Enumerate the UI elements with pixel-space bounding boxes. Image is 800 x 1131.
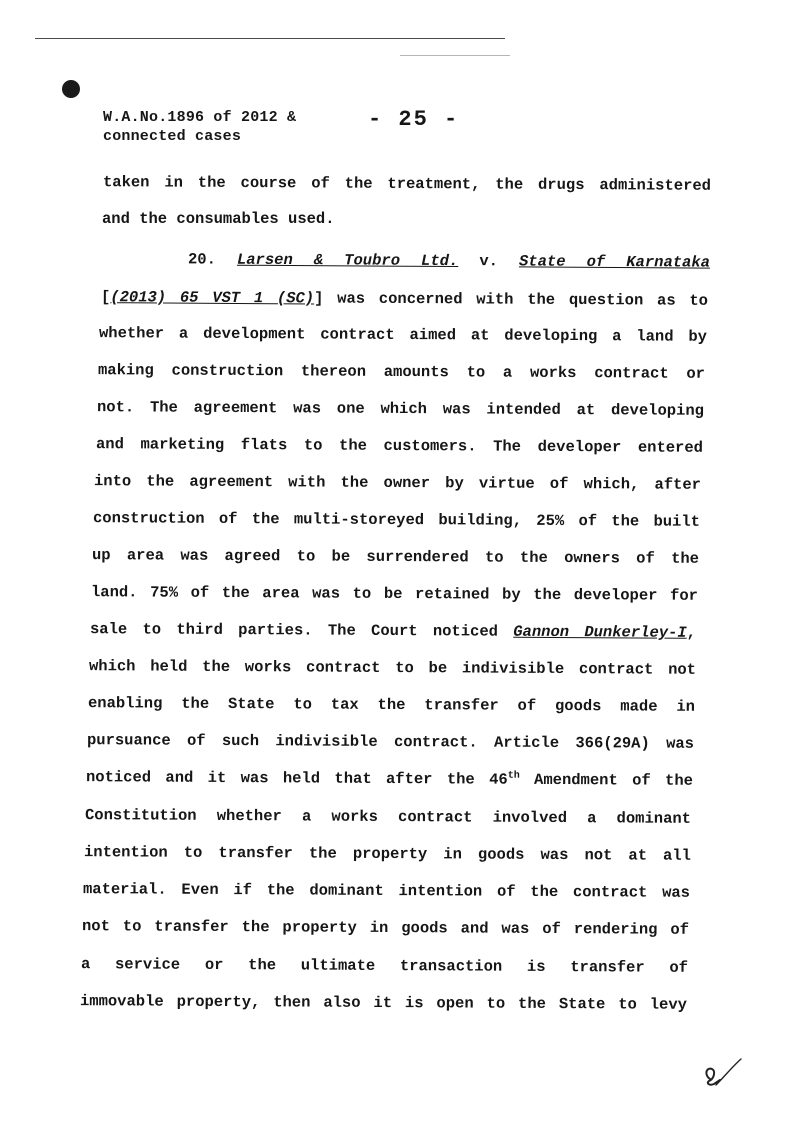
text-line: immovable property, then also it is open to the State to levy: [79, 992, 688, 1014]
case-citation: Gannon Dunkerley-I: [513, 622, 687, 642]
text-line: land. 75% of the area was to be retained by the developer for: [90, 583, 699, 605]
text-line: a service or the ultimate transaction is transfer of: [80, 955, 689, 977]
text-line: intention to transfer the property in goods was not at all: [83, 843, 692, 865]
text-line: Constitution whether a works contract involved a dominant: [84, 806, 692, 828]
text-line: up area was agreed to be surrendered to the owners of the: [91, 546, 700, 568]
text-line: [101, 288, 708, 310]
text-line: not to transfer the property in goods and was of rendering of: [81, 917, 690, 939]
text-fragment: Amendment of the: [519, 770, 694, 790]
case-citation: State of Karnataka: [518, 252, 711, 272]
text-line: taken in the course of the treatment, the drugs administered: [102, 173, 712, 195]
text-line: and the consumables used.: [102, 210, 335, 228]
text-fragment: [: [100, 288, 111, 307]
initials-signature-mark: [700, 1055, 745, 1095]
text-line: [90, 620, 696, 642]
text-line: not. The agreement was one which was intended at developing: [96, 398, 705, 420]
text-line: pursuance of such indivisible contract. Article 366(29A) was: [86, 731, 695, 753]
text-fragment: ] was concerned with the question as to: [314, 289, 709, 310]
text-line: which held the works contract to be indivisible contract not: [88, 657, 697, 679]
case-reference-line-1: W.A.No.1896 of 2012 &: [103, 109, 297, 126]
text-fragment: noticed and it was held that after the 46: [85, 768, 508, 789]
text-line: material. Even if the dominant intention of the contract was: [82, 880, 691, 902]
text-line: [86, 768, 693, 790]
text-line: into the agreement with the owner by virtue of which, after: [93, 472, 702, 494]
case-reference-line-2: connected cases: [103, 128, 242, 145]
text-fragment: sale to third parties. The Court noticed: [89, 620, 514, 641]
text-line: construction of the multi-storeyed building, 25% of the built: [92, 509, 701, 531]
text-line: and marketing flats to the customers. The developer entered: [95, 435, 704, 457]
text-line: making construction thereon amounts to a works contract or: [97, 361, 706, 383]
page-number: - 25 -: [368, 107, 460, 132]
case-citation: Larsen & Toubro Ltd.: [236, 250, 459, 271]
law-report-citation: (2013) 65 VST 1 (SC): [110, 288, 315, 308]
text-line: whether a development contract aimed at developing a land by: [98, 324, 708, 346]
text-fragment: ,: [686, 623, 697, 642]
paragraph-number: 20.: [187, 250, 238, 269]
ordinal-suffix: th: [507, 770, 520, 782]
text-line: enabling the State to tax the transfer of goods made in: [87, 694, 696, 716]
text-fragment: v.: [458, 252, 520, 271]
text-line: [188, 250, 710, 271]
